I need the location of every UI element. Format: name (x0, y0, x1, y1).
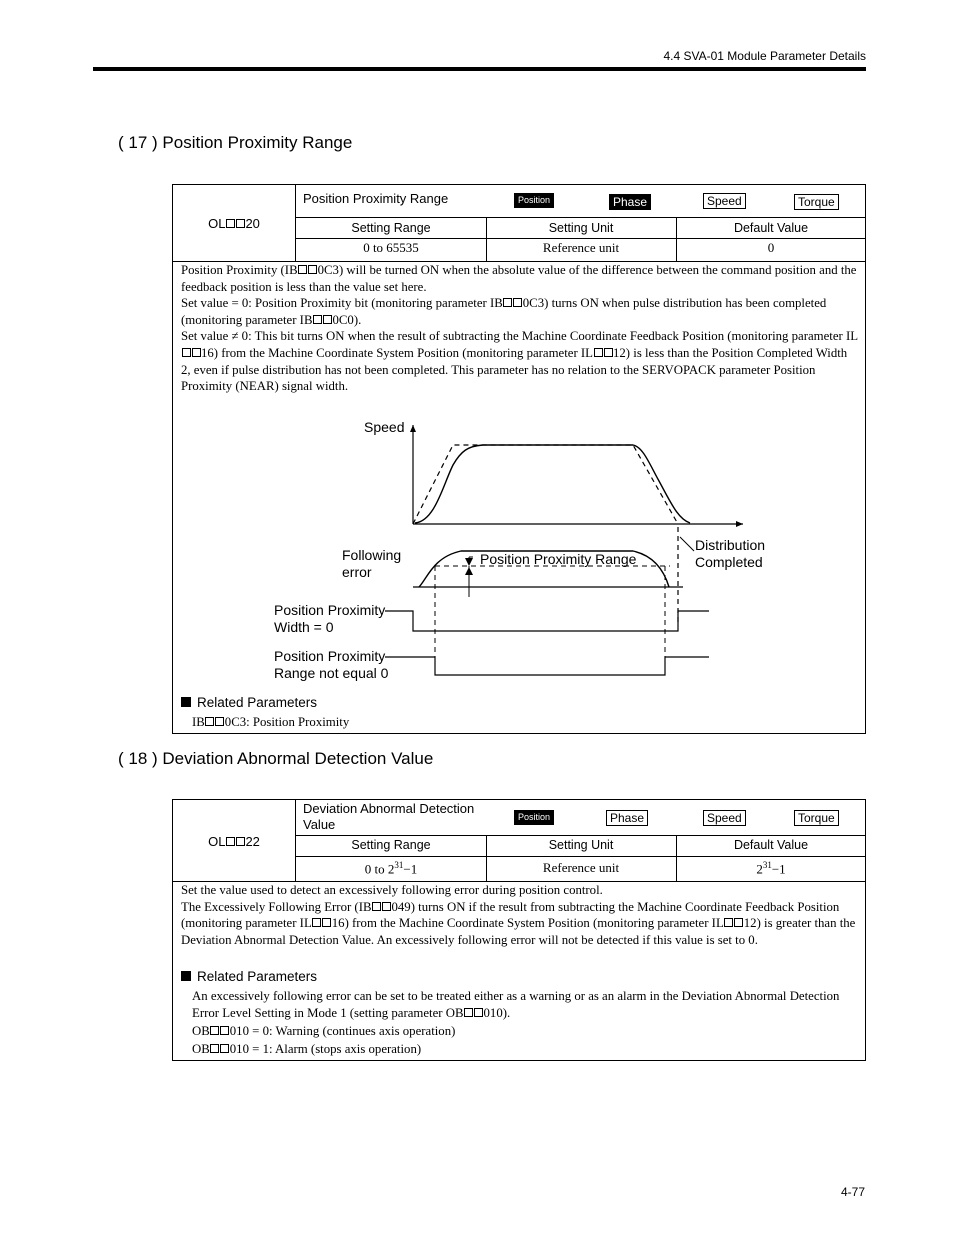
placeholder-box-icon (220, 1026, 229, 1035)
header-default-value: Default Value (733, 221, 809, 235)
range-arrow-head-icon (465, 567, 473, 575)
following-error-label-line-1: Following (342, 547, 402, 563)
related-parameter-item: IB 0C3: Position Proximity (192, 715, 350, 729)
section-18-parameter-table (172, 799, 866, 1061)
placeholder-box-icon (226, 837, 235, 846)
bullet-square-icon (181, 697, 191, 707)
range-arrow-head-icon (465, 558, 473, 566)
related-parameter-item: OB 010 = 1: Alarm (stops axis operation) (192, 1042, 422, 1056)
tag-phase: Phase (606, 810, 648, 826)
position-proximity-timing-diagram (173, 185, 865, 733)
code-prefix: OL (208, 216, 226, 231)
distribution-completed-pointer (680, 537, 694, 551)
following-error-label-line-2: error (342, 564, 372, 580)
placeholder-box-icon (236, 837, 245, 846)
value-default: $2^{31}-1$ (756, 860, 786, 877)
description-paragraph: The Excessively Following Error (IB 049) turns ON if the result from subtracting the Machine Coordinate Feedback Position (monitoring parameter IL 16) from the Machine Coordinate System Position (monitoring parameter IL 12) is greater than the Deviation Abnormal Detection Value. An excessively following error will not be detected if this value is set to 0. (181, 899, 856, 947)
header-section-title: 4.4 SVA-01 Module Parameter Details (663, 49, 866, 63)
section-18-title: ( 18 ) Deviation Abnormal Detection Value (118, 749, 434, 768)
value-default: 0 (767, 240, 775, 255)
parameter-name: Position Proximity Range (303, 191, 449, 206)
tag-torque: Torque (794, 194, 839, 210)
placeholder-box-icon (210, 1044, 219, 1053)
feedback-speed-curve (415, 445, 690, 523)
row-divider (296, 856, 865, 857)
value-setting-range: 0 to $2^{31}-1$ (364, 860, 418, 877)
placeholder-box-icon (734, 918, 743, 927)
placeholder-box-icon (372, 902, 381, 911)
proximity-range-waveform (385, 657, 709, 675)
tag-speed: Speed (703, 193, 746, 209)
value-setting-unit: Reference unit (542, 240, 620, 255)
placeholder-box-icon (322, 918, 331, 927)
row-divider (296, 835, 865, 836)
placeholder-box-icon (220, 1044, 229, 1053)
description-paragraph: Set value ≠ 0: This bit turns ON when the result of subtracting the Machine Coordinate Feedback Position (monitoring parameter IL16) from the Machine Coordinate System Position (monitoring parameter IL 12) is less than the Position Completed Width 2, even if pulse distribution has not been completed. This parameter has no relation to the SERVOPACK parameter Position Proximity (NEAR) signal width. (181, 329, 859, 394)
command-speed-profile (413, 445, 678, 524)
distribution-label-line-1: Distribution (695, 537, 766, 553)
placeholder-box-icon (382, 902, 391, 911)
header-setting-range: Setting Range (351, 221, 431, 235)
placeholder-box-icon (205, 717, 214, 726)
section-17-parameter-table (172, 184, 866, 734)
proximity-width-label-line-1: Position Proximity (274, 602, 386, 618)
proximity-range-label-line-2: Range not equal 0 (274, 665, 389, 681)
bullet-square-icon (181, 971, 191, 981)
placeholder-box-icon (215, 717, 224, 726)
code-suffix: 22 (245, 833, 260, 849)
placeholder-box-icon (474, 1008, 483, 1017)
related-parameter-note: An excessively following error can be set to be treated either as a warning or as an alarm in the Deviation Abnormal Detection Error Level Setting in Mode 1 (setting parameter OB 010). (192, 989, 840, 1020)
tag-speed: Speed (703, 810, 746, 826)
placeholder-box-icon (724, 918, 733, 927)
code-prefix: OL (208, 833, 226, 849)
page-number: 4-77 (840, 1185, 865, 1199)
proximity-width-zero-waveform (385, 611, 709, 631)
header-setting-unit: Setting Unit (548, 221, 614, 235)
tag-phase: Phase (609, 194, 651, 210)
header-rule (93, 67, 866, 71)
section-17-title: ( 17 ) Position Proximity Range (118, 133, 353, 152)
tag-position: Position (514, 810, 554, 825)
placeholder-box-icon (464, 1008, 473, 1017)
header-setting-range: Setting Range (351, 838, 431, 852)
speed-label: Speed (364, 419, 405, 435)
description-paragraph: Set value = 0: Position Proximity bit (monitoring parameter IB 0C3) turns ON when pulse distribution has been completed (monitoring parameter IB 0C0). (181, 296, 827, 327)
description-paragraph: Position Proximity (IB 0C3) will be turned ON when the absolute value of the difference between the command position and the feedback position is less than the value set here. (181, 263, 857, 294)
section-18-description (181, 882, 859, 948)
code-suffix: 20 (245, 216, 260, 231)
placeholder-box-icon (210, 1026, 219, 1035)
placeholder-box-icon (312, 918, 321, 927)
value-setting-unit: Reference unit (542, 860, 620, 875)
value-setting-range: 0 to 65535 (363, 240, 419, 255)
distribution-label-line-2: Completed (695, 554, 763, 570)
related-parameters-heading: Related Parameters (181, 695, 317, 710)
header-default-value: Default Value (733, 838, 809, 852)
description-paragraph: Set the value used to detect an excessively following error during position control. (181, 883, 603, 897)
proximity-range-label-line-1: Position Proximity (274, 648, 386, 664)
tag-position: Position (514, 193, 554, 208)
related-parameters-heading: Related Parameters (181, 969, 317, 984)
parameter-name: Deviation Abnormal Detection Value (303, 801, 475, 832)
position-proximity-range-label: Position Proximity Range (480, 551, 637, 567)
proximity-width-label-line-2: Width = 0 (274, 619, 334, 635)
parameter-code (173, 800, 296, 882)
header-setting-unit: Setting Unit (548, 838, 614, 852)
related-parameter-item: OB 010 = 0: Warning (continues axis operation) (192, 1024, 456, 1038)
tag-torque: Torque (794, 810, 839, 826)
